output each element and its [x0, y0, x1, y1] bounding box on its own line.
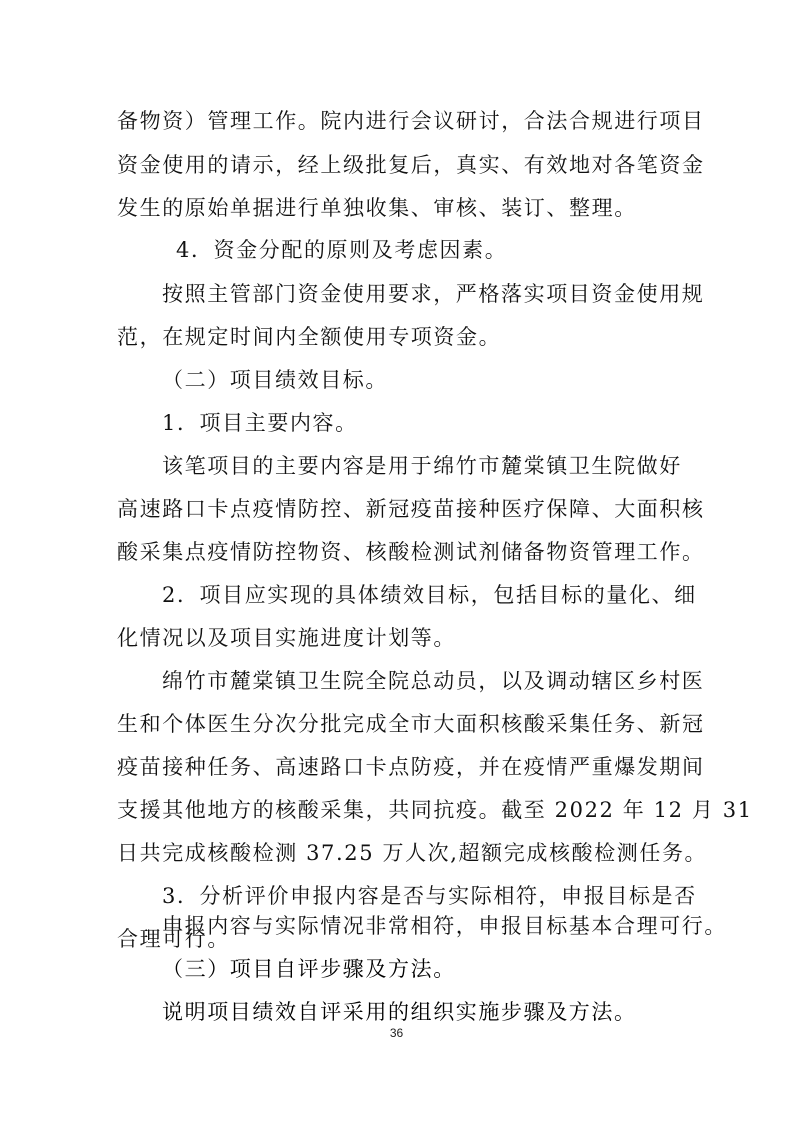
section-heading-main-content: 1．项目主要内容。 — [162, 411, 358, 435]
text-line-13: 化情况以及项目实施进度计划等。 — [117, 626, 456, 650]
text-line-10: 高速路口卡点疫情防控、新冠疫苗接种医疗保障、大面积核 — [117, 497, 705, 521]
section-heading-funding-principles: 4．资金分配的原则及考虑因素。 — [176, 238, 508, 262]
text-line-9: 该笔项目的主要内容是用于绵竹市麓棠镇卫生院做好 — [162, 454, 682, 478]
text-line-14: 绵竹市麓棠镇卫生院全院总动员，以及调动辖区乡村医 — [162, 669, 705, 693]
section-heading-performance-targets: 2．项目应实现的具体绩效目标，包括目标的量化、细 — [162, 583, 697, 607]
text-line-18: 日共完成核酸检测 37.25 万人次,超额完成核酸检测任务。 — [117, 841, 708, 865]
text-line-20: 合理可行。 — [117, 927, 230, 951]
text-line-11: 酸采集点疫情防控物资、核酸检测试剂储备物资管理工作。 — [117, 540, 705, 564]
section-heading-self-evaluation: （三）项目自评步骤及方法。 — [162, 957, 456, 981]
text-line-15: 生和个体医生分次分批完成全市大面积核酸采集任务、新冠 — [117, 712, 705, 736]
text-line-2: 资金使用的请示，经上级批复后，真实、有效地对各笔资金 — [117, 153, 705, 177]
text-line-17: 支援其他地方的核酸采集，共同抗疫。截至 2022 年 12 月 31 — [117, 798, 753, 822]
text-line-23: 说明项目绩效自评采用的组织实施步骤及方法。 — [162, 1000, 637, 1024]
text-line-21: 申报内容与实际情况非常相符，申报目标基本合理可行。 — [162, 914, 727, 938]
page-number: 36 — [389, 1026, 404, 1040]
text-line-3: 发生的原始单据进行单独收集、审核、装订、整理。 — [117, 196, 637, 220]
text-line-16: 疫苗接种任务、高速路口卡点防疫，并在疫情严重爆发期间 — [117, 755, 705, 779]
text-line-1: 备物资）管理工作。院内进行会议研讨，合法合规进行项目 — [117, 109, 705, 133]
text-line-5: 按照主管部门资金使用要求，严格落实项目资金使用规 — [162, 282, 705, 306]
text-line-6: 范，在规定时间内全额使用专项资金。 — [117, 325, 502, 349]
section-heading-project-goals: （二）项目绩效目标。 — [162, 368, 388, 392]
section-heading-evaluation: 3．分析评价申报内容是否与实际相符，申报目标是否 — [162, 884, 697, 908]
